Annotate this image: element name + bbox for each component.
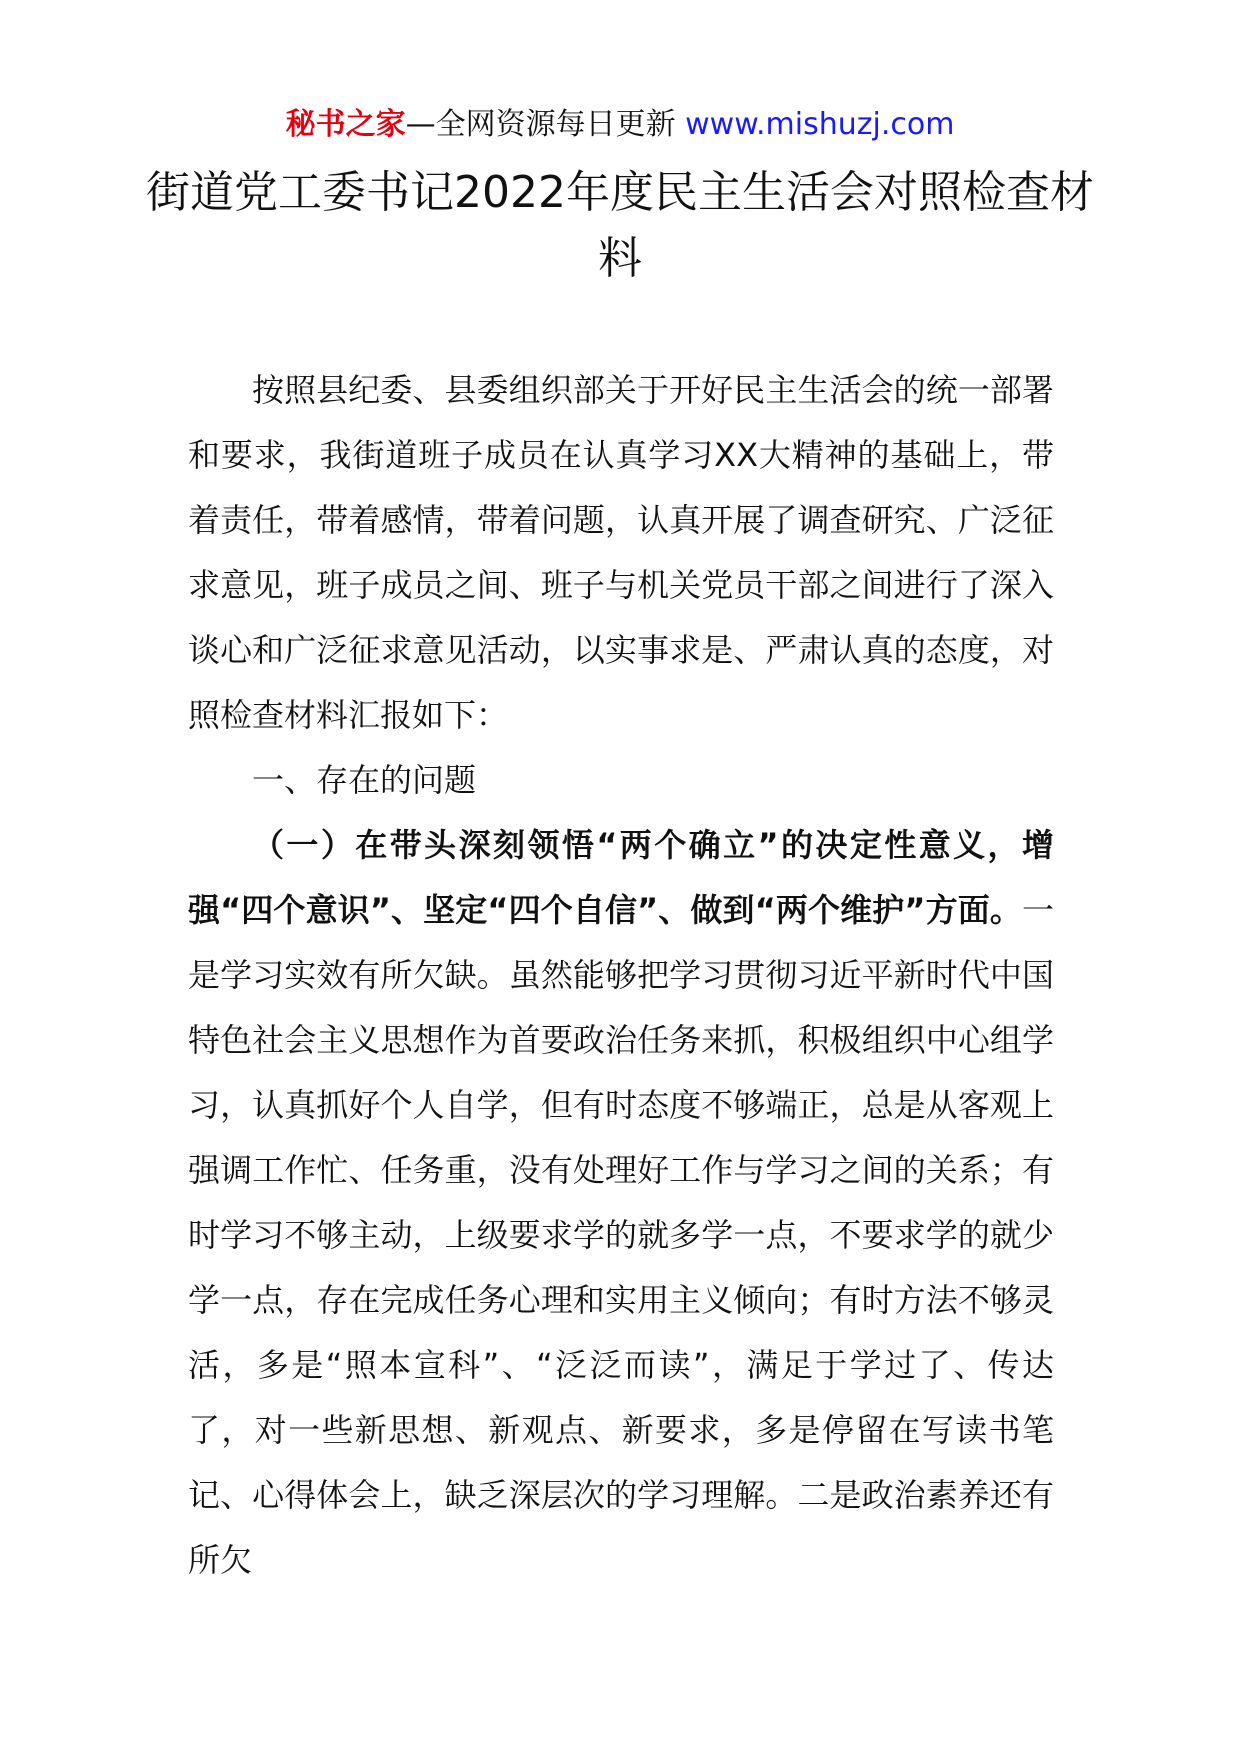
document-title: 街道党工委书记2022年度民主生活会对照检查材料 [146, 167, 1094, 284]
subsection-paragraph [188, 813, 1054, 1593]
header-tagline: —全网资源每日更新 [405, 107, 686, 142]
document-body [188, 358, 1054, 1593]
section-heading: 一、存在的问题 [252, 761, 477, 799]
site-url-link[interactable]: www.mishuzj.com [685, 107, 955, 142]
brand-name: 秘书之家 [285, 107, 406, 142]
subsection-body: 一是学习实效有所欠缺。虽然能够把学习贯彻习近平新时代中国特色社会主义思想作为首要政治任务来抓，积极组织中心组学习，认真抓好个人自学，但有时态度不够端正，总是从客观上强调工作忙、任务重，没有处理好工作与学习之间的关系；有时学习不够主动，上级要求学的就多学一点，不要求学的就少学一点，存在完成任务心理和实用主义倾向；有时方法不够灵活，多是“照本宣科”、“泛泛而读”，满足于学过了、传达了，对一些新思想、新观点、新要求，多是停留在写读书笔记、心得体会上，缺乏深层次的学习理解。二是政治素养还有所欠 [188, 891, 1054, 1579]
intro-paragraph: 按照县纪委、县委组织部关于开好民主生活会的统一部署和要求，我街道班子成员在认真学习XX大精神的基础上，带着责任，带着感情，带着问题，认真开展了调查研究、广泛征求意见，班子成员之间、班子与机关党员干部之间进行了深入谈心和广泛征求意见活动，以实事求是、严肃认真的态度，对照检查材料汇报如下： [188, 371, 1054, 734]
subsection-heading: （一）在带头深刻领悟“两个确立”的决定性意义，增强“四个意识”、坚定“四个自信”、做到“两个维护”方面。 [188, 826, 1054, 929]
site-header [0, 104, 1240, 146]
